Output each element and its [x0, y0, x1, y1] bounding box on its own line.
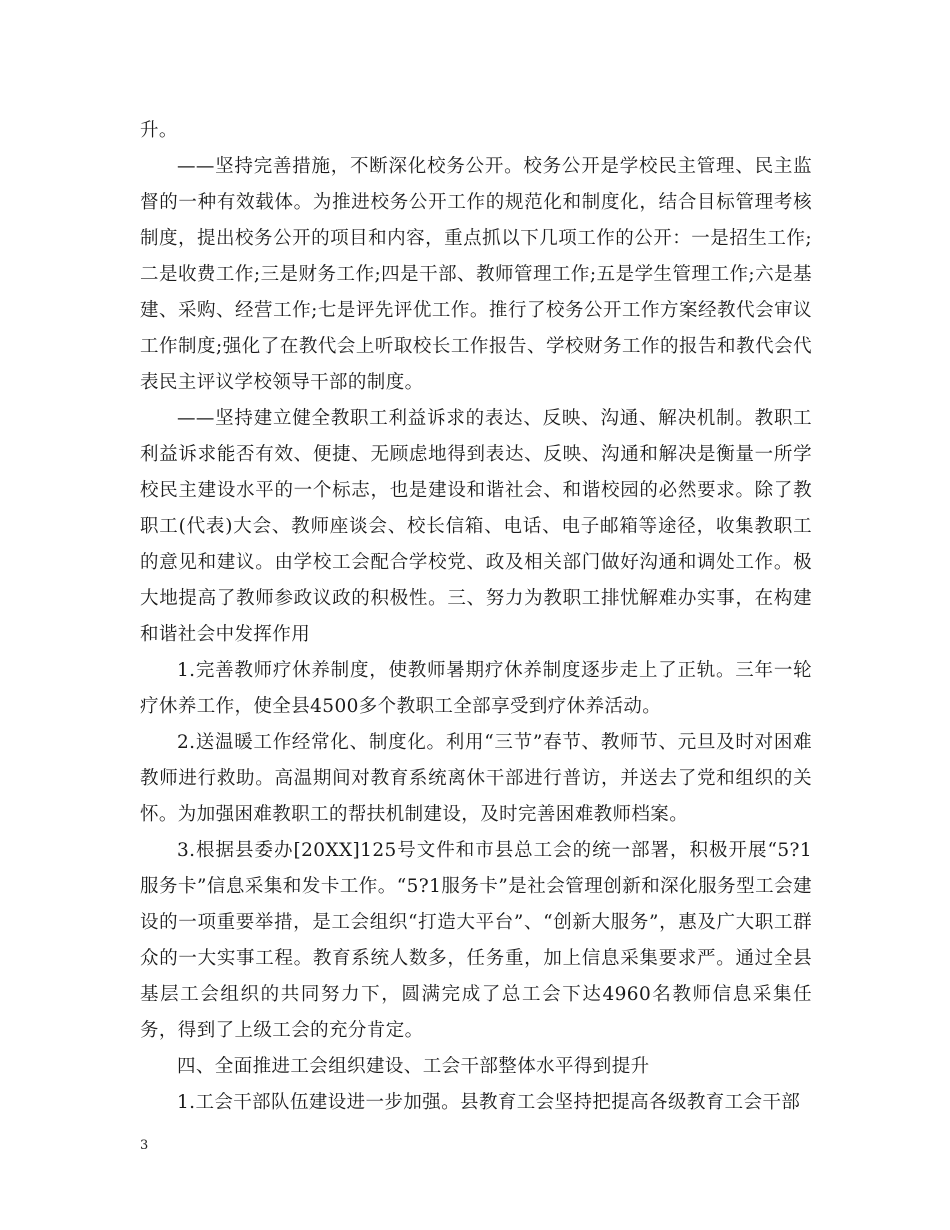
- paragraph: 1.完善教师疗休养制度，使教师暑期疗休养制度逐步走上了正轨。三年一轮疗休养工作，使全县4500多个教职工全部享受到疗休养活动。: [140, 660, 812, 717]
- paragraph: 3.根据县委办[20XX]125号文件和市县总工会的统一部署，积极开展“5?1服务卡”信息采集和发卡工作。“5?1服务卡”是社会管理创新和深化服务型工会建设的一项重要举措，是工会组织“打造大平台”、“创新大服务”，惠及广大职工群众的一大实事工程。教育系统人数多，任务重，加上信息采集要求严。通过全县基层工会组织的共同努力下，圆满完成了总工会下达4960名教师信息采集任务，得到了上级工会的充分肯定。: [140, 840, 812, 1041]
- paragraph: 2.送温暖工作经常化、制度化。利用“三节”春节、教师节、元旦及时对困难教师进行救助。高温期间对教育系统离休干部进行普访，并送去了党和组织的关怀。为加强困难教职工的帮扶机制建设，及时完善困难教师档案。: [140, 732, 812, 825]
- page-number: 3: [140, 1138, 149, 1153]
- document-body: [140, 113, 812, 1121]
- section-heading: 四、全面推进工会组织建设、工会干部整体水平得到提升: [177, 1056, 650, 1077]
- paragraph: 升。: [140, 120, 178, 141]
- paragraph: ——坚持建立健全教职工利益诉求的表达、反映、沟通、解决机制。教职工利益诉求能否有效、便捷、无顾虑地得到表达、反映、沟通和解决是衡量一所学校民主建设水平的一个标志，也是建设和谐社会、和谐校园的必然要求。除了教职工(代表)大会、教师座谈会、校长信箱、电话、电子邮箱等途径，收集教职工的意见和建议。由学校工会配合学校党、政及相关部门做好沟通和调处工作。极大地提高了教师参政议政的积极性。三、努力为教职工排忧解难办实事，在构建和谐社会中发挥作用: [140, 408, 812, 645]
- paragraph: 1.工会干部队伍建设进一步加强。县教育工会坚持把提高各级教育工会干部: [177, 1092, 801, 1113]
- paragraph: ——坚持完善措施，不断深化校务公开。校务公开是学校民主管理、民主监督的一种有效载体。为推进校务公开工作的规范化和制度化，结合目标管理考核制度，提出校务公开的项目和内容，重点抓以下几项工作的公开：一是招生工作;二是收费工作;三是财务工作;四是干部、教师管理工作;五是学生管理工作;六是基建、采购、经营工作;七是评先评优工作。推行了校务公开工作方案经教代会审议工作制度;强化了在教代会上听取校长工作报告、学校财务工作的报告和教代会代表民主评议学校领导干部的制度。: [140, 156, 812, 393]
